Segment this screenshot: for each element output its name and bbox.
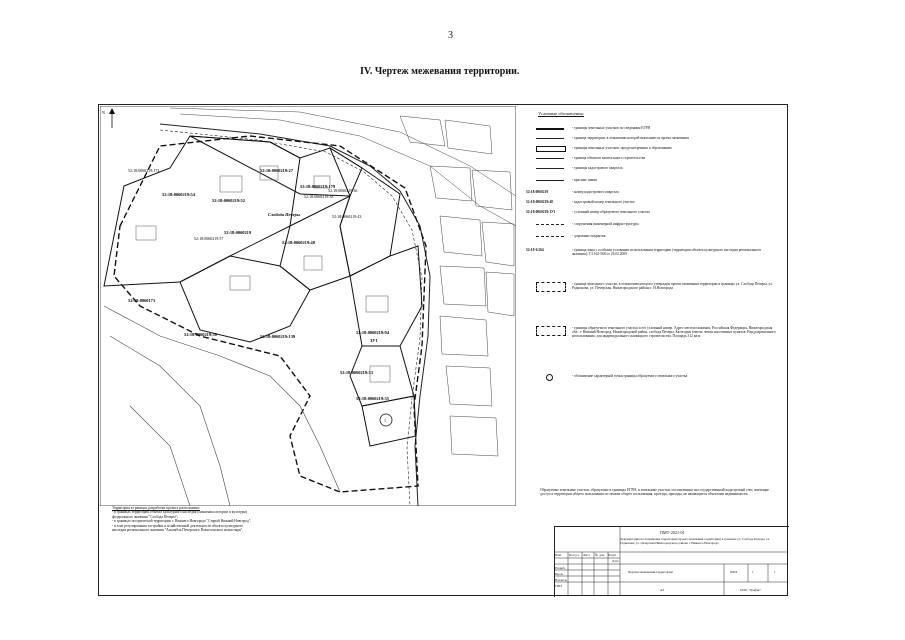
parcel-label: 52:18:0060219:174: [128, 168, 160, 173]
legend-text: - границы образуемого земельного участка и его условный номер. Адрес местоположения: Российская Федерация, Нижегородская обл., г. Нижний Новгород, Нижегородский район, слобода Печеры. Категория земель: земли населенных пунктов. Вид разрешенного использования: для индивидуального жилищного строительства. Площадь 312 кв.м: [572, 326, 776, 339]
parcel-label: 52:18:0060219:38: [304, 194, 334, 199]
note-left-title: Территория в границах разработки проекта расположена:: [112, 506, 200, 510]
legend-text: - граница земельного участка, в отношении которого утвержден проект межевания территории в границах ул. Слобода Печеры, ул. Родионова, ул. Печерская, Нижегородского района г. Н.Новгорода: [572, 282, 773, 291]
legend: [528, 112, 778, 482]
parcel-label: 52:18:0060219:54: [162, 192, 195, 197]
legend-symbol-icon: [546, 374, 553, 381]
parcel-label: 52:18:0060219:179: [300, 184, 336, 189]
parcel-label: 52:18:0060219:139: [260, 334, 296, 339]
parcel-label: 52:18:0060219: [224, 230, 252, 235]
legend-symbol-icon: [536, 138, 564, 139]
legend-symbol-icon: [536, 158, 564, 159]
stamp-role: ГИП: [555, 584, 562, 588]
legend-text: - границы земельных участков по сведениям ЕГРН: [572, 126, 651, 130]
parcel-label: 52:18:0060219:57: [194, 236, 224, 241]
stamp-drawing-name: Чертеж межевания территории: [628, 570, 673, 574]
legend-text: - красные линии: [572, 178, 598, 182]
legend-text: - граница зоны с особыми условиями использования территории (территория объекта культурного наследия регионального значения); ТЗ 162-568 от 26.02.2009: [572, 248, 762, 257]
legend-code: 52:18-6.564: [526, 248, 544, 252]
parcel-label: 52:18:0060219:52: [212, 198, 245, 203]
legend-symbol-icon: [536, 180, 564, 181]
stamp-col: Дата: [612, 559, 619, 563]
north-arrow-icon: [102, 108, 115, 128]
note-left-line: федерального значения "Слобода Печеры";: [112, 514, 179, 519]
stamp-format: А3: [660, 588, 665, 592]
legend-title: Условные обозначения:: [538, 111, 584, 116]
legend-symbol-icon: [536, 236, 564, 237]
stamp-code: ПМТ-2021-01: [660, 530, 685, 535]
parcel-label: 52:18:0060219:94: [356, 330, 389, 335]
legend-text: - граница объектов капитального строительства: [572, 156, 646, 160]
zone-marker-circle: [380, 414, 392, 426]
parcel-label: 52:18:0060219:27: [260, 168, 293, 173]
drawing-heading: IV. Чертеж межевания территории.: [360, 66, 520, 77]
stamp-role: Н.контр.: [555, 578, 568, 582]
parcel-label: 52:18:0060219:35: [356, 396, 389, 401]
legend-symbol-icon: [536, 146, 566, 152]
stamp-role: Разраб.: [555, 566, 566, 570]
stamp-col: № док.: [595, 553, 605, 557]
parcel-label: 52:18:0060219:43: [332, 214, 362, 219]
legend-text: - границы земельных участков, предусмотренных к образованию: [572, 146, 672, 150]
zone-label: ЗУ1: [370, 338, 378, 343]
stamp-col: Подп.: [608, 553, 617, 557]
legend-symbol-icon: [536, 282, 566, 292]
stamp-col: Изм.: [555, 553, 562, 557]
parcel-label: 52:18:0060219:30: [184, 332, 217, 337]
legend-text: - дорожные покрытия: [572, 234, 606, 238]
legend-symbol-icon: [536, 168, 564, 169]
legend-text: - кадастровый номер земельного участка: [572, 200, 635, 204]
legend-code: 52:18:0060219:ЗУ1: [526, 210, 556, 214]
parcel-label: 52:18:0060219:48: [282, 240, 315, 245]
stamp-role: Пров.: [555, 572, 564, 576]
parcel-label: 52:18:0060219:36: [328, 188, 358, 193]
stamp-col: Кол.уч.: [569, 553, 580, 557]
legend-code: 52:18:0060219: [526, 190, 549, 194]
page-number: 3: [448, 30, 453, 41]
legend-text: - граница территории, в отношении которой выполняется проект межевания: [572, 136, 689, 140]
parcel-label: 52:18:0060173: [128, 298, 156, 303]
parcel-label: 52:18:0060219:33: [340, 370, 373, 375]
legend-text: - условный номер образуемого земельного участка: [572, 210, 650, 214]
legend-symbol-icon: [536, 326, 566, 336]
legend-code: 52:18:0060219:48: [526, 200, 553, 204]
zone-marker-number: 1: [384, 418, 386, 423]
stamp-stage: ПМТ: [730, 570, 738, 574]
stamp-company: ООО "Графис": [740, 588, 762, 592]
survey-map: [100, 106, 516, 506]
legend-text: - номер кадастрового квартала: [572, 190, 619, 194]
note-left: [112, 506, 322, 532]
north-label: N: [102, 110, 105, 115]
note-left-line: наследия регионального значения "Ансамбль Печерского Вознесенского монастыря".: [112, 528, 244, 533]
stamp-sheet: 1: [752, 570, 754, 574]
stamp-col: Лист: [583, 553, 591, 557]
legend-symbol-icon: [536, 224, 564, 225]
note-right: Образуемые земельные участки, образуемые в границах ЕГРН, и земельные участки, поставленные на государственный кадастровый учет, имеющие доступ к территории общего пользования по землям общего пользования, проезды, проходы, не являющиеся объектами недвижимости.: [540, 488, 769, 497]
note-left-line: - в границах территории объекта культурного наследия (памятника истории и культуры): [112, 510, 248, 515]
stamp-sheets: 1: [774, 570, 776, 574]
stamp-title: Документация по планировке территории (проект межевания территории) в границах ул. Слобода Печеры, ул. Родионова, ул. Печерская Нижегородского района г. Нижнего Новгорода: [620, 537, 770, 545]
street-name: Слобода Печеры: [268, 212, 300, 217]
legend-symbol-icon: [536, 128, 564, 130]
legend-text: - обозначение характерной точки границы образуемого земельного участка: [572, 374, 688, 378]
note-left-line: - в границах исторической территории г. Нижнего Новгорода "Старый Нижний Новгород";: [112, 519, 252, 524]
note-left-line: - в зоне регулирования застройки и хозяйственной деятельности объекта культурного: [112, 523, 244, 528]
legend-text: - сооружения инженерной инфраструктуры: [572, 222, 639, 226]
legend-text: - границы кадастрового квартала: [572, 166, 623, 170]
